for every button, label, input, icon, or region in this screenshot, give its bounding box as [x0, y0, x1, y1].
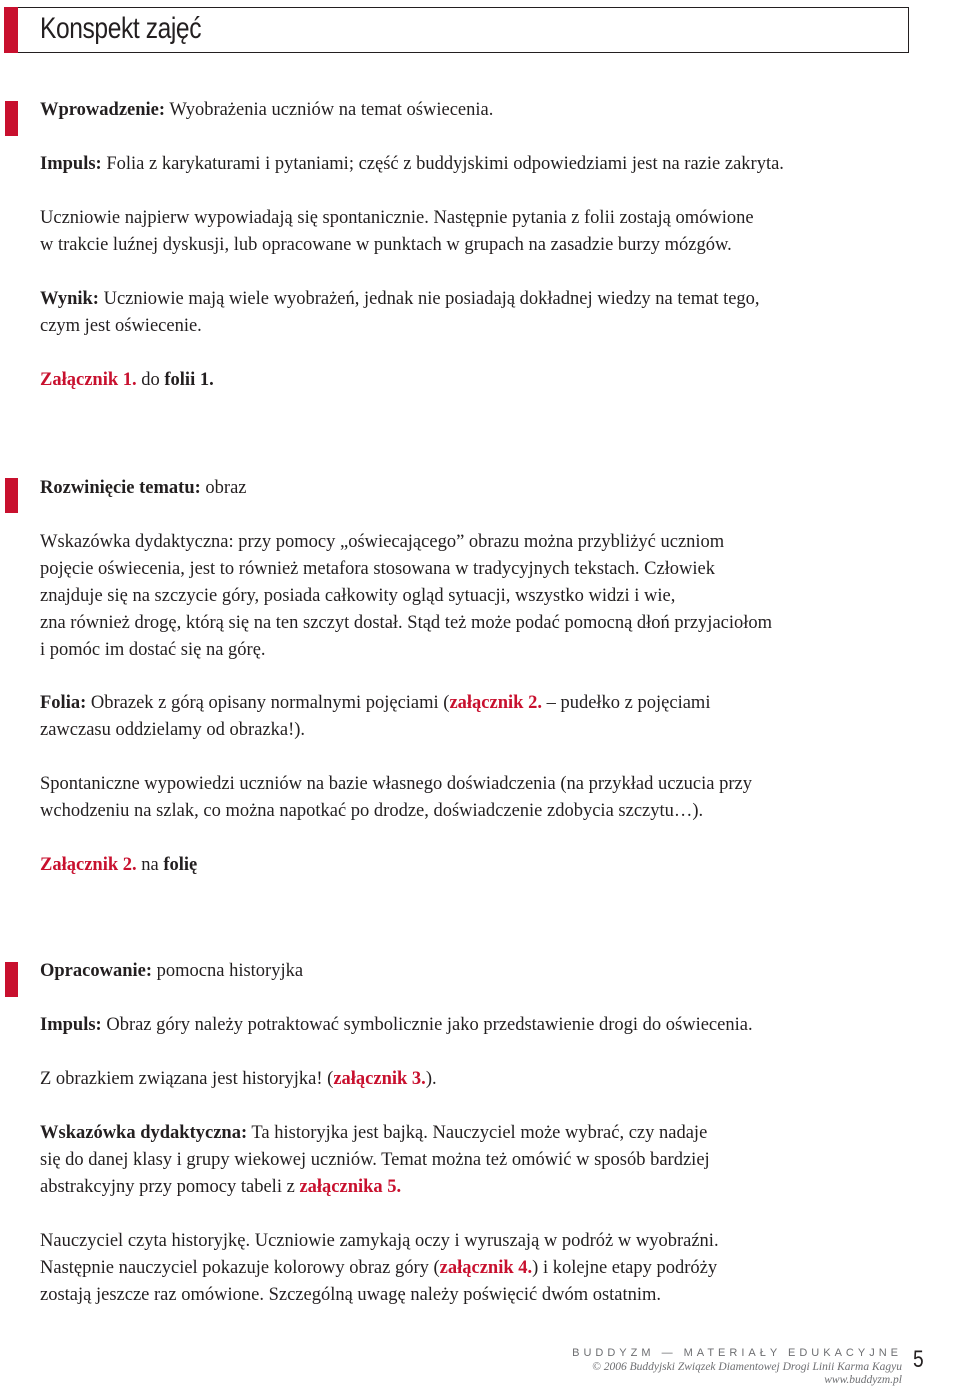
impuls-text: Obraz góry należy potraktować symbolicznie jako przedstawienie drogi do oświecenia.	[101, 1015, 753, 1035]
text-line: zawczasu oddzielamy od obrazka!).	[40, 720, 306, 740]
heading-text: Wyobrażenia uczniów na temat oświecenia.	[165, 100, 494, 120]
story-paragraph	[40, 1066, 900, 1093]
text-line: Uczniowie najpierw wypowiadają się spontanicznie. Następnie pytania z folii zostają omówione	[40, 208, 754, 228]
result-text: Uczniowie mają wiele wyobrażeń, jednak nie posiadają dokładnej wiedzy na temat tego,	[98, 289, 760, 309]
folia-text: – pudełko z pojęciami	[541, 693, 711, 713]
text-line: wchodzeniu na szlak, co można napotkać po drodze, doświadczenie zdobycia szczytu…).	[40, 801, 704, 821]
attachment-link[interactable]: załącznika 5.	[299, 1177, 402, 1197]
section-marker	[5, 478, 18, 513]
text-line	[40, 690, 900, 717]
hint-label: Wskazówka dydaktyczna:	[40, 1123, 248, 1143]
text-line: Nauczyciel czyta historyjkę. Uczniowie zamykają oczy i wyruszają w podróż w wyobraźni.	[40, 1231, 719, 1251]
attachment-link[interactable]: załącznik 2.	[449, 693, 542, 713]
attachment-reference	[40, 367, 900, 394]
text-line	[40, 1174, 900, 1201]
attachment-connector: na	[136, 855, 164, 875]
section-heading-elaboration	[40, 958, 900, 985]
footer-url[interactable]: www.buddyzm.pl	[824, 1374, 902, 1386]
text-line: Wskazówka dydaktyczna: przy pomocy „oświecającego” obrazu można przybliżyć uczniom	[40, 532, 725, 552]
text-line: pojęcie oświecenia, jest to również metafora stosowana w tradycyjnych tekstach. Człowiek	[40, 559, 716, 579]
hint-text: Ta historyjka jest bajką. Nauczyciel może wybrać, czy nadaje	[247, 1123, 708, 1143]
reading-text: ) i kolejne etapy podróży	[532, 1258, 718, 1278]
attachment-link[interactable]: Załącznik 2.	[40, 855, 137, 875]
text-line: znajduje się na szczycie góry, posiada całkowity ogląd sytuacji, wszystko widzi i wie,	[40, 586, 676, 606]
hint-paragraph	[40, 529, 900, 664]
story-text: ).	[425, 1069, 437, 1089]
attachment-link[interactable]: załącznik 4.	[439, 1258, 533, 1278]
text-line	[40, 286, 900, 313]
folia-text: Obrazek z górą opisany normalnymi pojęciami (	[86, 693, 450, 713]
section-heading-development	[40, 475, 900, 502]
text-line: zostają jeszcze raz omówione. Szczególną uwagę należy poświęcić dwóm ostatnim.	[40, 1285, 662, 1305]
text-line: zna również drogę, którą się na ten szczyt dostał. Stąd też może podać pomocną dłoń przyjaciołom	[40, 613, 773, 633]
heading-label: Wprowadzenie:	[40, 100, 166, 120]
text-line: się do danej klasy i grupy wiekowej uczniów. Temat można też omówić w sposób bardziej	[40, 1150, 710, 1170]
footer-brand: BUDDYZM — MATERIAŁY EDUKACYJNE	[572, 1347, 902, 1359]
result-label: Wynik:	[40, 289, 99, 309]
text-line: i pomóc im dostać się na górę.	[40, 640, 266, 660]
impuls-label: Impuls:	[40, 154, 102, 174]
hint-paragraph	[40, 1120, 900, 1201]
text-line: Spontaniczne wypowiedzi uczniów na bazie własnego doświadczenia (na przykład uczucia przy	[40, 774, 752, 794]
impuls-label: Impuls:	[40, 1015, 102, 1035]
impuls-paragraph	[40, 1012, 900, 1039]
folia-label: Folia:	[40, 693, 87, 713]
footer-copyright: © 2006 Buddyjski Związek Diamentowej Drogi Linii Karma Kagyu	[592, 1361, 902, 1373]
text-line: w trakcie luźnej dyskusji, lub opracowane w punktach w grupach na zasadzie burzy mózgów.	[40, 235, 732, 255]
section-heading-introduction	[40, 97, 900, 124]
page-number: 5	[913, 1346, 924, 1373]
section-marker	[5, 962, 18, 997]
result-paragraph	[40, 286, 900, 340]
heading-text: pomocna historyjka	[152, 961, 304, 981]
text-line	[40, 1255, 900, 1282]
attachment-target: folię	[163, 855, 198, 875]
section-marker	[5, 101, 18, 136]
reading-text: Następnie nauczyciel pokazuje kolorowy obraz góry (	[40, 1258, 440, 1278]
attachment-target: folii 1.	[164, 370, 214, 390]
folia-paragraph	[40, 690, 900, 744]
heading-label: Opracowanie:	[40, 961, 153, 981]
text-line	[40, 1120, 900, 1147]
header-accent-bar	[4, 7, 18, 53]
text-line: czym jest oświecenie.	[40, 316, 202, 336]
hint-text: abstrakcyjny przy pomocy tabeli z	[40, 1177, 300, 1197]
body-paragraph	[40, 205, 900, 259]
impuls-text: Folia z karykaturami i pytaniami; część z buddyjskimi odpowiedziami jest na razie zakryta.	[101, 154, 784, 174]
story-text: Z obrazkiem związana jest historyjka! (	[40, 1069, 334, 1089]
attachment-connector: do	[136, 370, 165, 390]
reading-paragraph	[40, 1228, 900, 1309]
body-paragraph	[40, 771, 900, 825]
attachment-link[interactable]: załącznik 3.	[333, 1069, 426, 1089]
heading-label: Rozwinięcie tematu:	[40, 478, 201, 498]
page-title: Konspekt zajęć	[40, 12, 202, 45]
attachment-link[interactable]: Załącznik 1.	[40, 370, 137, 390]
impuls-paragraph	[40, 151, 900, 178]
heading-text: obraz	[200, 478, 247, 498]
attachment-reference	[40, 852, 900, 879]
